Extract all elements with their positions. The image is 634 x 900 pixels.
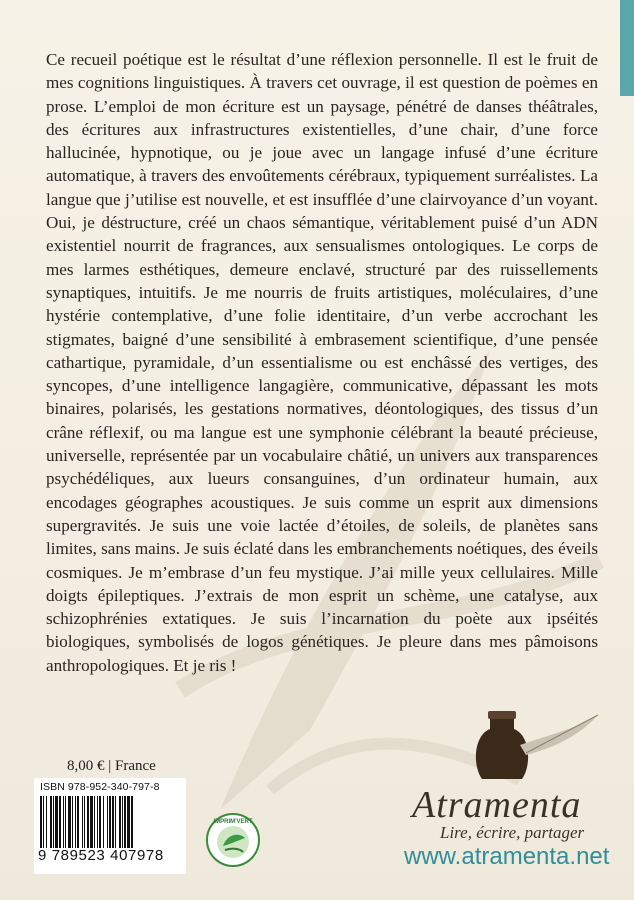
inkwell-quill-icon [470, 705, 600, 785]
publisher-name: Atramenta [412, 784, 582, 826]
barcode-bars-icon [38, 796, 182, 852]
back-cover-blurb: Ce recueil poétique est le résultat d’une réflexion personnelle. Il est le fruit de mes cognitions linguistiques. À travers cet ouvrage, il est question de poèmes en prose. L’emploi de mon écriture est un paysage, pénétré de danses théâtrales, des écritures aux infrastructures existentielles, d’une chair, d’une force hallucinée, hypnotique, ou je joue avec un langage infusé d’une écriture automatique, à travers des envoûtements cérébraux, typiquement surréalistes. La langue que j’utilise est nouvelle, et est insufflée d’une clairvoyance d’un voyant. Oui, je déstructure, créé un chaos sémantique, véritablement puisé d’un ADN existentiel nourrit de fragrances, aux sensualismes ontologiques. Le corps de mes larmes esthétiques, demeure enclavé, structuré par des ruissellements synaptiques, intuitifs. Je me nourris de fruits artistiques, moléculaires, d’une hystérie contemplative, d’une folie identitaire, d’un verbe accrochant les stigmates, baigné d’une sensibilité à embrasement scientifique, d’une pensée cathartique, pyramidale, d’un essentialisme ou est enchâssé des vertiges, des syncopes, d’une intelligence langagière, communicative, dépassant les mots binaires, polarisés, les gestations normatives, déontologiques, des tissus d’un crâne réflexif, ou ma langue est une symphonie célébrant la beauté précieuse, universelle, représentée par un vocabulaire châtié, un univers aux transparences psychédéliques, aux lueurs consanguines, d’un ordinateur humain, aux encodages géographes acoustiques. Je suis comme un esprit aux dimensions supergravités. Je suis une voie lactée d’étoiles, de soleils, de planètes sans limites, sans mains. Je suis éclaté dans les embranchements noétiques, des éveils cosmiques. Je m’embrase d’un feu mystique. J’ai mille yeux cellulaires. Mille doigts épileptiques. J’extrais de mon esprit un schème, une catalyse, aux schizophrénies extatiques. Je suis l’incarnation du poète aux ipséités biologiques, symbolisés de logos génétiques. Je pleure dans mes pâmoisons anthropologiques. Et je ris ! [46, 50, 598, 675]
publisher-website-link[interactable]: www.atramenta.net [404, 843, 610, 870]
imprim-vert-logo-icon [205, 812, 261, 868]
teal-corner-tab [620, 0, 634, 96]
imprim-vert-text: IMPRIM'VERT [213, 819, 253, 825]
isbn-label: ISBN 978-952-340-797-8 [40, 781, 160, 793]
price-country: 8,00 € | France [67, 758, 156, 774]
publisher-tagline: Lire, écrire, partager [440, 823, 585, 842]
barcode-digits: 9 789523 407978 [38, 847, 164, 864]
